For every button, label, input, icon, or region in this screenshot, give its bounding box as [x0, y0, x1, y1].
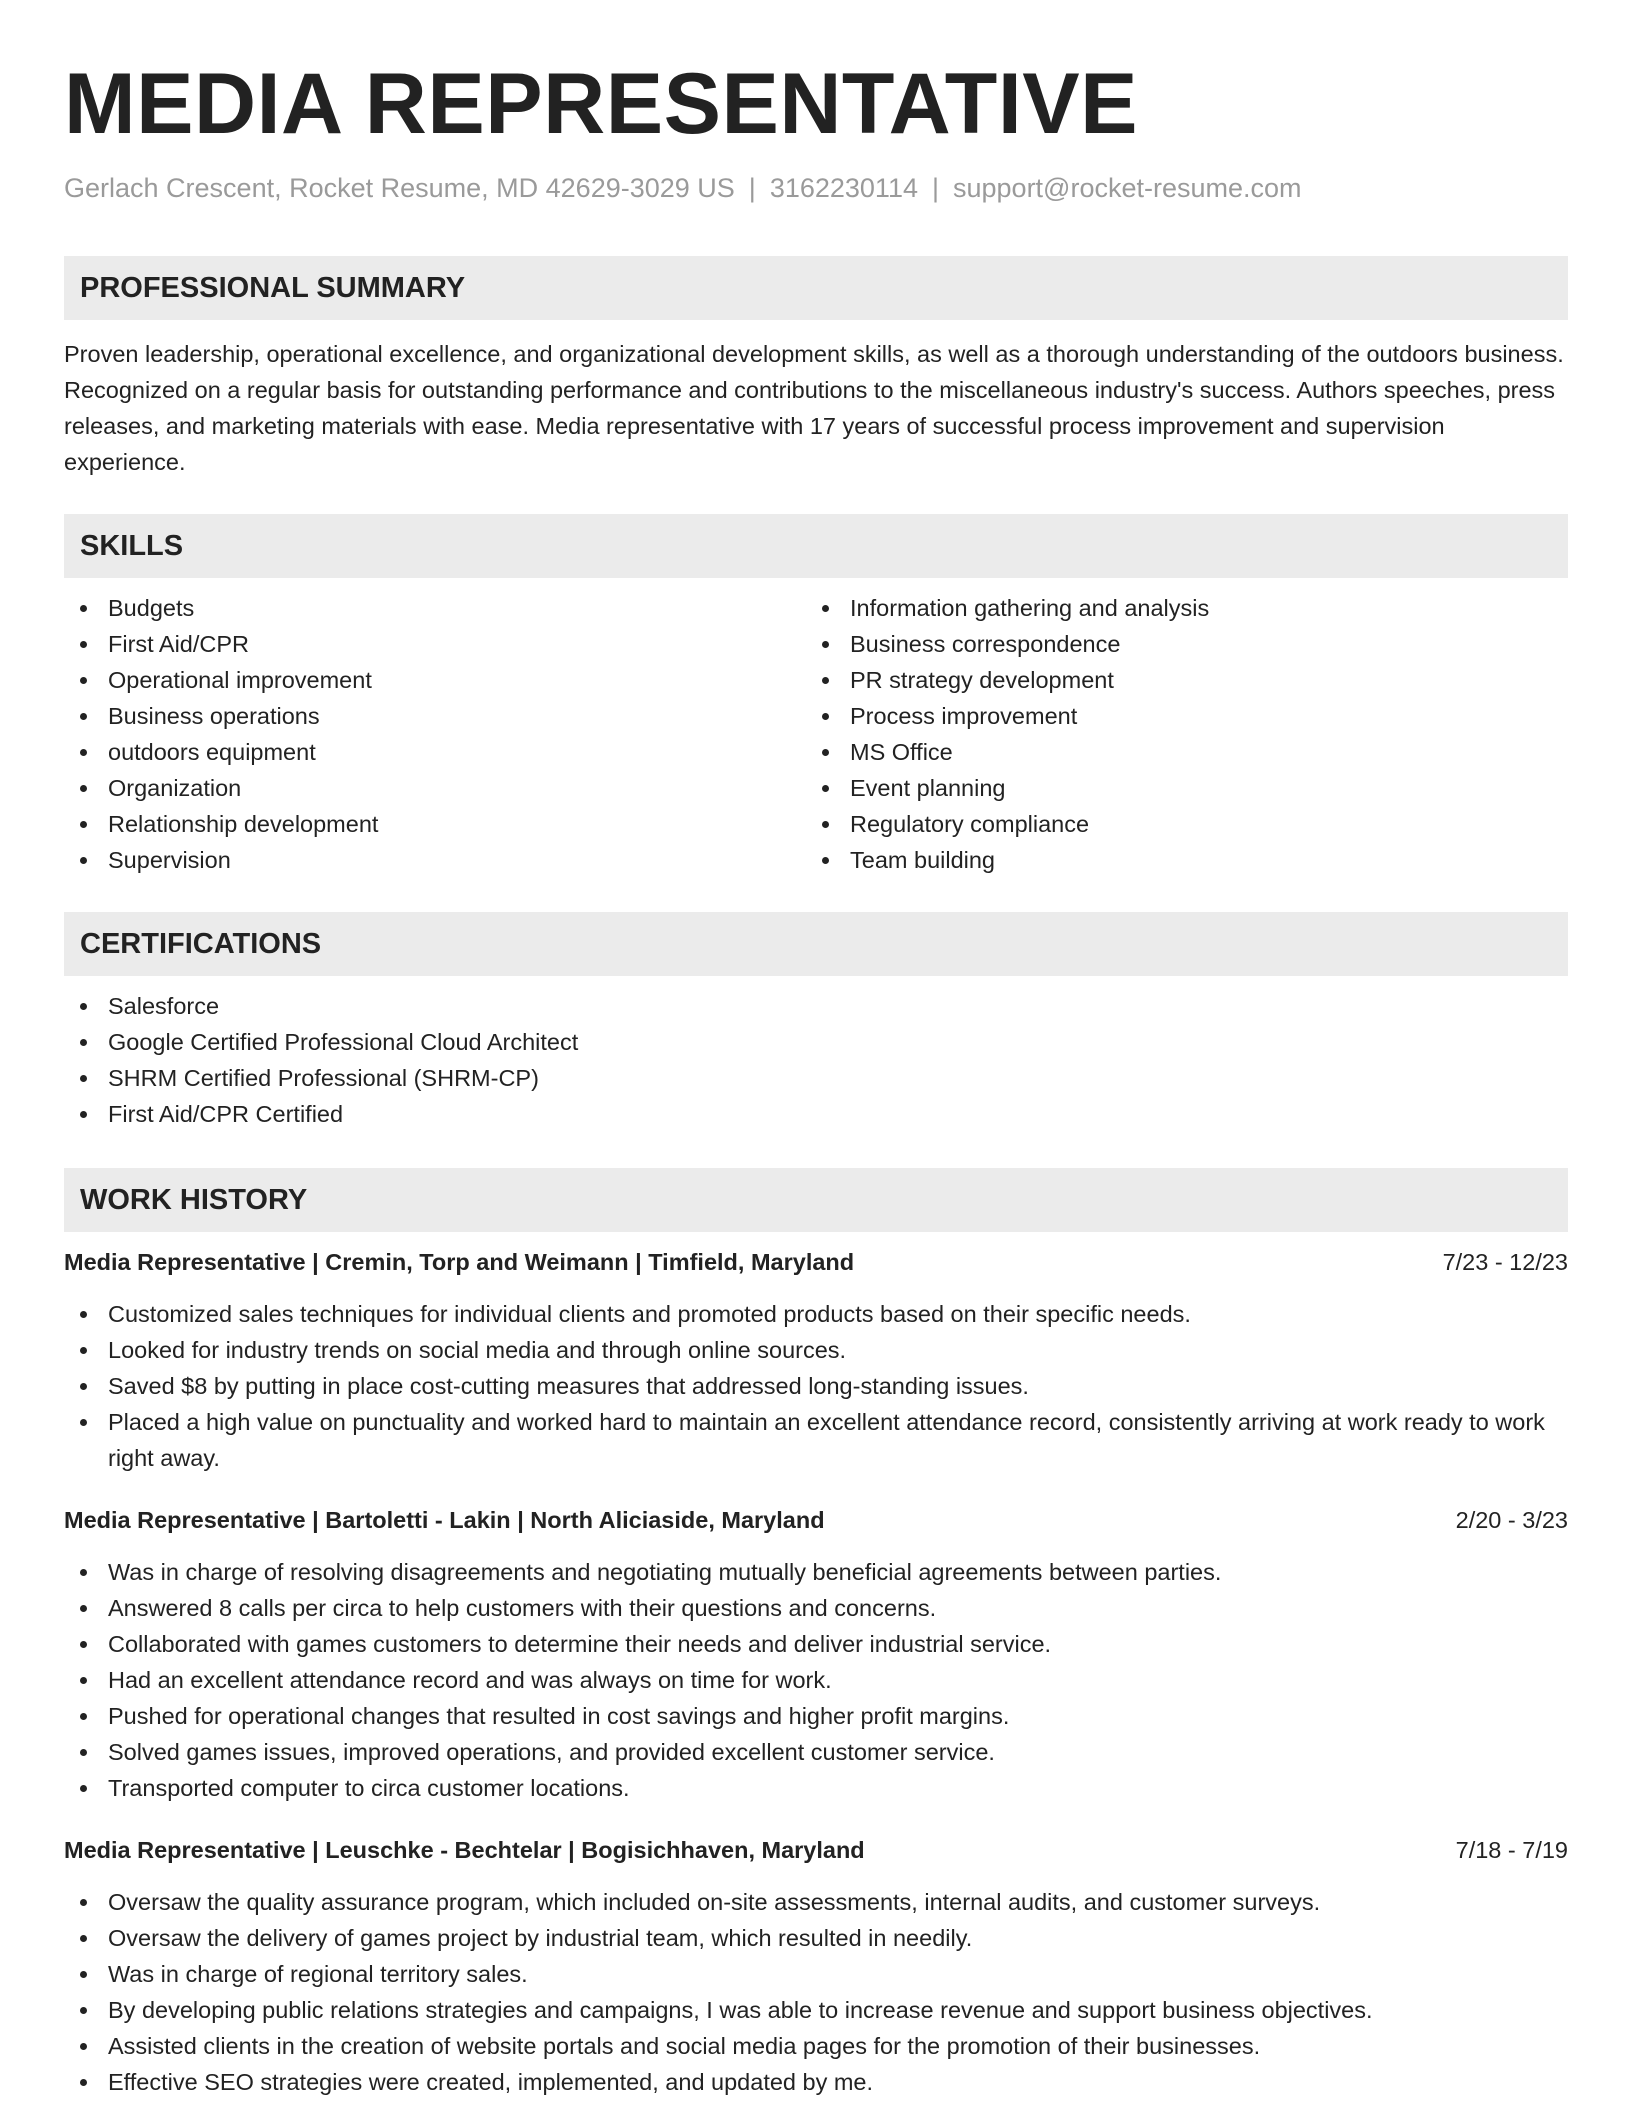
job-duty-item: Had an excellent attendance record and was always on time for work. — [64, 1662, 1568, 1698]
section-heading-certifications: CERTIFICATIONS — [64, 912, 1568, 976]
contact-separator: | — [931, 173, 939, 203]
job-title: Media Representative | Bartoletti - Lakin | North Aliciaside, Maryland — [64, 1507, 825, 1533]
certification-item: Salesforce — [64, 988, 1568, 1024]
job-dates: 2/20 - 3/23 — [1455, 1507, 1568, 1533]
contact-line — [64, 172, 1568, 204]
skill-item: Budgets — [64, 590, 806, 626]
skill-item: MS Office — [806, 734, 1548, 770]
job-duty-item: Pushed for operational changes that resulted in cost savings and higher profit margins. — [64, 1698, 1568, 1734]
job-duty-item: Oversaw the quality assurance program, which included on-site assessments, internal audits, and customer surveys. — [64, 1884, 1568, 1920]
skill-item: Regulatory compliance — [806, 806, 1548, 842]
skill-item: Relationship development — [64, 806, 806, 842]
skill-item: Business correspondence — [806, 626, 1548, 662]
section-heading-work-history: WORK HISTORY — [64, 1168, 1568, 1232]
job-duty-item: Was in charge of regional territory sales. — [64, 1956, 1568, 1992]
skill-item: Team building — [806, 842, 1548, 878]
job-duty-item: By developing public relations strategies and campaigns, I was able to increase revenue and support business objectives. — [64, 1992, 1568, 2028]
job-duty-item: Transported computer to circa customer locations. — [64, 1770, 1568, 1806]
certifications-list — [64, 988, 1568, 1132]
job-duty-item: Answered 8 calls per circa to help customers with their questions and concerns. — [64, 1590, 1568, 1626]
skill-item: Process improvement — [806, 698, 1548, 734]
certification-item: SHRM Certified Professional (SHRM-CP) — [64, 1060, 1568, 1096]
skills-left-column — [64, 590, 806, 878]
resume-page — [64, 0, 1568, 2100]
skill-item: PR strategy development — [806, 662, 1548, 698]
job-entry — [64, 1502, 1568, 1806]
skill-item: Event planning — [806, 770, 1548, 806]
job-title: Media Representative | Cremin, Torp and Weimann | Timfield, Maryland — [64, 1249, 855, 1275]
skills-right-column — [806, 590, 1548, 878]
job-duty-item: Placed a high value on punctuality and worked hard to maintain an excellent attendance record, consistently arriving at work ready to work right away. — [64, 1404, 1568, 1476]
job-duty-item: Saved $8 by putting in place cost-cutting measures that addressed long-standing issues. — [64, 1368, 1568, 1404]
skills-grid — [64, 590, 1568, 878]
job-duty-item: Was in charge of resolving disagreements and negotiating mutually beneficial agreements between parties. — [64, 1554, 1568, 1590]
skill-item: outdoors equipment — [64, 734, 806, 770]
job-duties-list — [64, 1884, 1568, 2100]
job-dates: 7/23 - 12/23 — [1442, 1249, 1568, 1275]
contact-separator: | — [748, 173, 756, 203]
section-heading-skills: SKILLS — [64, 514, 1568, 578]
section-heading-summary: PROFESSIONAL SUMMARY — [64, 256, 1568, 320]
skill-item: Information gathering and analysis — [806, 590, 1548, 626]
contact-address: Gerlach Crescent, Rocket Resume, MD 42629-3029 US — [64, 173, 735, 203]
job-duty-item: Looked for industry trends on social media and through online sources. — [64, 1332, 1568, 1368]
contact-email: support@rocket-resume.com — [953, 173, 1302, 203]
candidate-name: MEDIA REPRESENTATIVE — [64, 56, 1138, 152]
skill-item: First Aid/CPR — [64, 626, 806, 662]
skill-item: Operational improvement — [64, 662, 806, 698]
job-header — [64, 1244, 1568, 1280]
skill-item: Organization — [64, 770, 806, 806]
skill-item: Supervision — [64, 842, 806, 878]
job-duty-item: Solved games issues, improved operations, and provided excellent customer service. — [64, 1734, 1568, 1770]
job-dates: 7/18 - 7/19 — [1455, 1837, 1568, 1863]
job-duty-item: Oversaw the delivery of games project by industrial team, which resulted in needily. — [64, 1920, 1568, 1956]
summary-text: Proven leadership, operational excellence, and organizational development skills, as well as a thorough understanding of the outdoors business. Recognized on a regular basis for outstanding performance and contributions to the miscellaneous industry's success. Authors speeches, press releases, and marketing materials with ease. Media representative with 17 years of successful process improvement and supervision experience. — [64, 341, 1564, 475]
certification-item: Google Certified Professional Cloud Architect — [64, 1024, 1568, 1060]
job-duty-item: Collaborated with games customers to determine their needs and deliver industrial service. — [64, 1626, 1568, 1662]
job-duties-list — [64, 1296, 1568, 1476]
job-duty-item: Effective SEO strategies were created, implemented, and updated by me. — [64, 2064, 1568, 2100]
contact-phone: 3162230114 — [769, 173, 918, 203]
job-header — [64, 1832, 1568, 1868]
work-history-list — [64, 1244, 1568, 2100]
job-entry — [64, 1832, 1568, 2100]
job-duties-list — [64, 1554, 1568, 1806]
job-duty-item: Customized sales techniques for individual clients and promoted products based on their specific needs. — [64, 1296, 1568, 1332]
job-title: Media Representative | Leuschke - Bechtelar | Bogisichhaven, Maryland — [64, 1837, 865, 1863]
job-entry — [64, 1244, 1568, 1476]
job-duty-item: Assisted clients in the creation of website portals and social media pages for the promotion of their businesses. — [64, 2028, 1568, 2064]
skill-item: Business operations — [64, 698, 806, 734]
job-header — [64, 1502, 1568, 1538]
certification-item: First Aid/CPR Certified — [64, 1096, 1568, 1132]
